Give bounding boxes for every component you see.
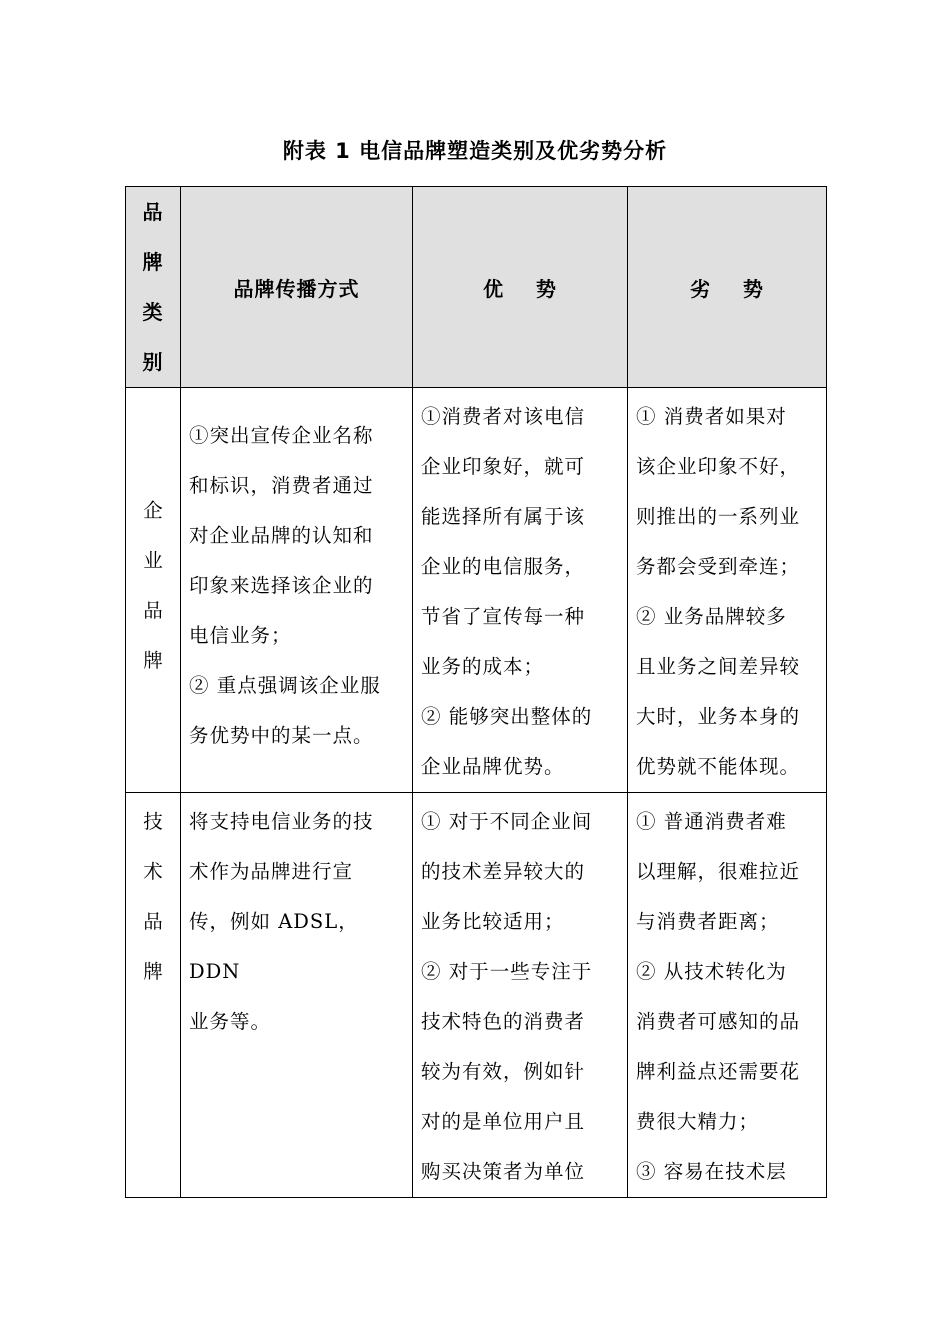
cell-category: 企 业 品 牌 <box>126 388 181 793</box>
cell-advantage: ①消费者对该电信 企业印象好，就可 能选择所有属于该 企业的电信服务， 节省了宣传每一种 业务的成本； ② 能够突出整体的 企业品牌优势。 <box>413 388 628 793</box>
brand-analysis-table <box>125 186 827 1198</box>
cell-disadvantage: ① 普通消费者难 以理解，很难拉近 与消费者距离； ② 从技术转化为 消费者可感知的品 牌利益点还需要花 费很大精力； ③ 容易在技术层 <box>628 793 827 1198</box>
cell-method: 将支持电信业务的技 术作为品牌进行宣 传，例如 ADSL，DDN 业务等。 <box>181 793 413 1198</box>
cell-method: ①突出宣传企业名称 和标识，消费者通过 对企业品牌的认知和 印象来选择该企业的 电信业务； ② 重点强调该企业服 务优势中的某一点。 <box>181 388 413 793</box>
cell-disadvantage: ① 消费者如果对 该企业印象不好， 则推出的一系列业 务都会受到牵连； ② 业务品牌较多 且业务之间差异较 大时，业务本身的 优势就不能体现。 <box>628 388 827 793</box>
table-header-row <box>126 187 827 388</box>
table-row-technology-brand <box>126 793 827 1198</box>
document-title: 附表 1 电信品牌塑造类别及优劣势分析 <box>282 139 668 163</box>
header-category: 品 牌 类 别 <box>126 187 181 388</box>
header-disadvantage: 劣 势 <box>628 187 827 388</box>
table-row-enterprise-brand <box>126 388 827 793</box>
header-advantage: 优 势 <box>413 187 628 388</box>
cell-category: 技 术 品 牌 <box>126 793 181 1198</box>
cell-advantage: ① 对于不同企业间 的技术差异较大的 业务比较适用； ② 对于一些专注于 技术特色的消费者 较为有效，例如针 对的是单位用户且 购买决策者为单位 <box>413 793 628 1198</box>
header-method: 品牌传播方式 <box>181 187 413 388</box>
